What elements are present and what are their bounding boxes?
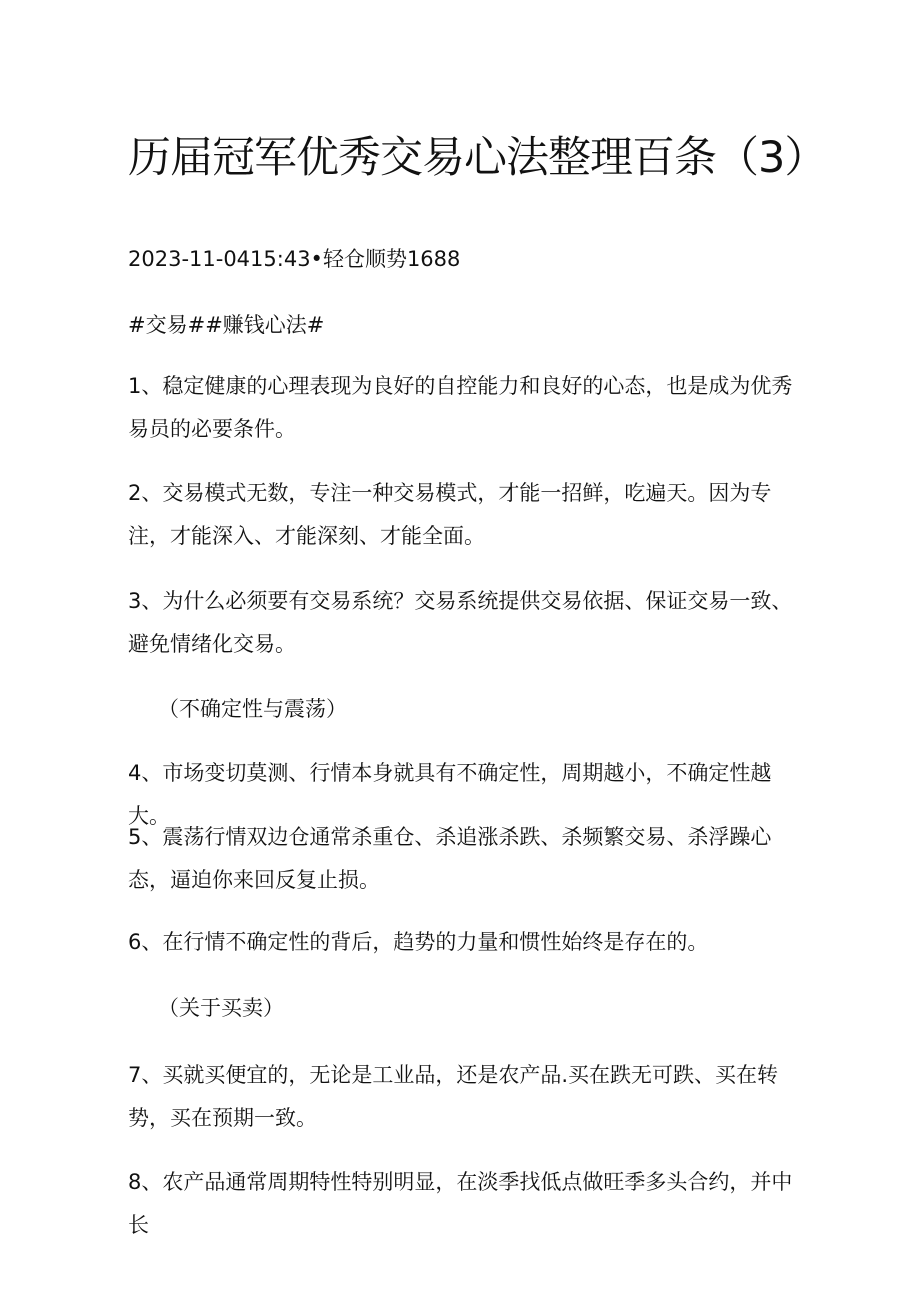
document-title: 历届冠军优秀交易心法整理百条（3）	[128, 133, 827, 183]
list-item: 2、交易模式无数，专注一种交易模式，才能一招鲜，吃遍天。因为专注，才能深入、才能深刻、才能全面。	[128, 481, 772, 548]
list-item: 3、为什么必须要有交易系统？交易系统提供交易依据、保证交易一致、避免情绪化交易。	[128, 589, 793, 656]
list-item: 5、震荡行情双边仓通常杀重仓、杀追涨杀跌、杀频繁交易、杀浮躁心态，逼迫你来回反复止损。	[128, 825, 772, 892]
list-item: 4、市场变切莫测、行情本身就具有不确定性，周期越小，不确定性越大。	[128, 761, 772, 828]
section-heading-buy-sell: （关于买卖）	[158, 996, 284, 1020]
list-item: 7、买就买便宜的，无论是工业品，还是农产品.买在跌无可跌、买在转势，买在预期一致。	[128, 1063, 779, 1130]
section-heading-uncertainty: （不确定性与震荡）	[158, 697, 347, 721]
post-meta: 2023-11-0415:43•轻仓顺势1688	[128, 247, 461, 271]
list-item: 6、在行情不确定性的背后，趋势的力量和惯性始终是存在的。	[128, 930, 709, 954]
hashtags: #交易##赚钱心法#	[128, 313, 325, 337]
list-item: 1、稳定健康的心理表现为良好的自控能力和良好的心态，也是成为优秀易员的必要条件。	[128, 374, 793, 441]
list-item: 8、农产品通常周期特性特别明显，在淡季找低点做旺季多头合约，并中长	[128, 1170, 793, 1237]
